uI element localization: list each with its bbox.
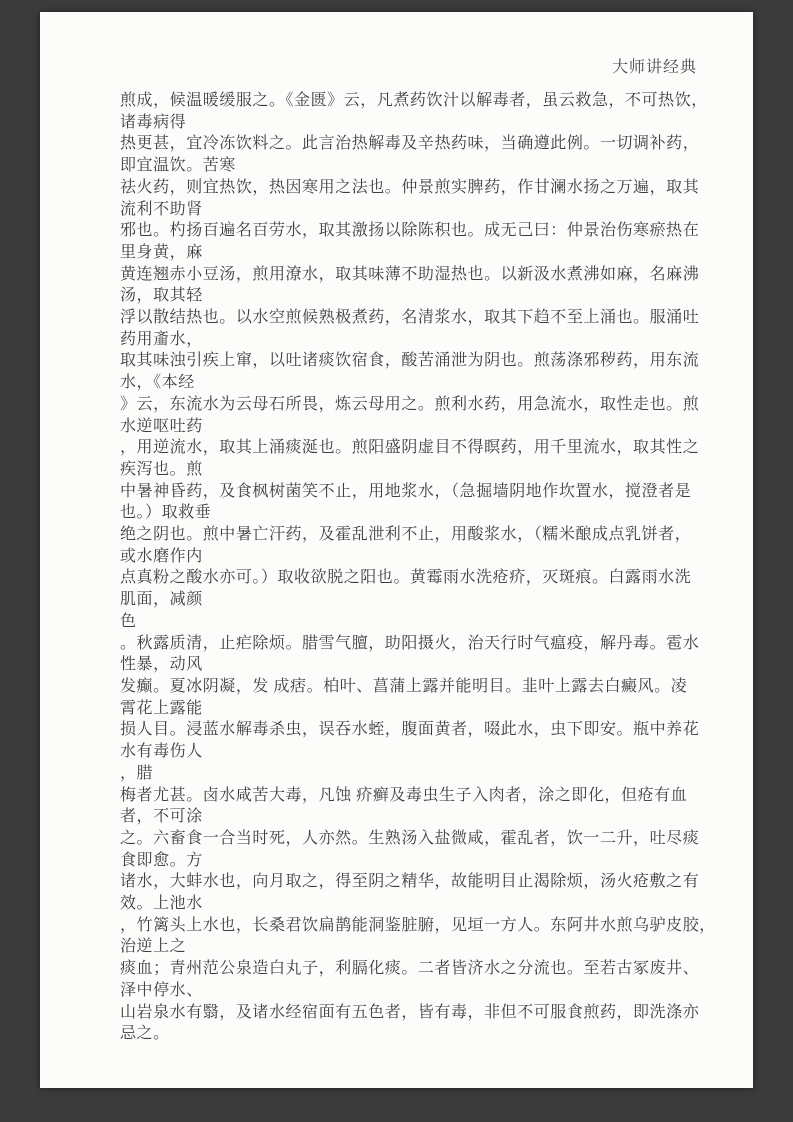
- text-line: 之。六畜食一合当时死，人亦然。生熟汤入盐微咸，霍乱者，饮一二升，吐尽痰: [120, 829, 700, 847]
- text-line: ，腊: [120, 764, 154, 782]
- text-line: 霄花上露能: [120, 699, 203, 717]
- text-line: 煎成，候温暖缓服之。《金匮》云，凡煮药饮汁以解毒者，虽云救急，不可热饮，: [120, 92, 708, 109]
- text-line: ，用逆流水，取其上涌痰涎也。煎阳盛阴虚目不得瞑药，用千里流水，取其性之: [120, 439, 700, 457]
- text-line: 或水磨作内: [120, 547, 203, 565]
- text-line: 。秋露质清，止疟除烦。腊雪气膻，助阳摄火，治天行时气瘟疫，解丹毒。雹水: [120, 634, 700, 652]
- text-line: 梅者尤甚。卤水咸苦大毒，凡蚀 疥癣及毒虫生子入肉者，涂之即化，但疮有血: [120, 786, 688, 804]
- page-header: 大师讲经典: [611, 59, 697, 76]
- document-text-block: [120, 90, 716, 1045]
- text-line: 》云，东流水为云母石所畏，炼云母用之。煎利水药，用急流水，取性走也。煎: [120, 395, 700, 413]
- text-line: 汤，取其轻: [120, 287, 203, 305]
- text-line: 流利不助肾: [120, 200, 203, 218]
- document-page: [40, 12, 753, 1088]
- text-line: 性暴，动风: [120, 656, 203, 674]
- text-line: ，竹篱头上水也，长桑君饮扁鹊能洞鉴脏腑，见垣一方人。东阿井水煎乌驴皮胶，: [120, 916, 716, 934]
- text-line: 绝之阴也。煎中暑亡汗药，及霍乱泄利不止，用酸浆水，（糯米酿成点乳饼者，: [120, 526, 692, 544]
- text-line: 损人目。浸蓝水解毒杀虫，误吞水蛭，腹面黄者，啜此水，虫下即安。瓶中养花: [120, 721, 700, 739]
- text-line: 山岩泉水有翳，及诸水经宿面有五色者，皆有毒，非但不可服食煎药，即洗涤亦: [120, 1003, 700, 1021]
- text-line: 忌之。: [120, 1025, 170, 1043]
- text-line: 痰血；青州范公泉造白丸子，利膈化痰。二者皆济水之分流也。至若古冢废井、: [120, 960, 700, 978]
- text-line: 效。上池水: [120, 895, 203, 913]
- text-line: 也。）取救垂: [120, 504, 212, 522]
- text-line: 食即愈。方: [120, 851, 203, 869]
- text-line: 里身黄，麻: [120, 243, 203, 261]
- text-line: 即宜温饮。苦寒: [120, 157, 236, 175]
- text-line: 发癫。夏冰阴凝，发 成痞。柏叶、菖蒲上露并能明目。韭叶上露去白癜风。凌: [120, 677, 688, 695]
- text-line: 水，《本经: [120, 374, 195, 392]
- text-line: 肌面，减颜: [120, 591, 203, 609]
- text-line: 诸水，大蚌水也，向月取之，得至阴之精华，故能明目止渴除烦，汤火疮敷之有: [120, 873, 700, 891]
- text-line: 邪也。杓扬百遍名百劳水，取其激扬以除陈积也。成无己曰：仲景治伤寒瘀热在: [120, 222, 700, 240]
- text-line: 热更甚，宜冷冻饮料之。此言治热解毒及辛热药味，当确遵此例。一切调补药，: [120, 135, 700, 153]
- text-line: 点真粉之酸水亦可。）取收欲脱之阳也。黄霉雨水洗疮疥，灭斑痕。白露雨水洗: [120, 569, 692, 587]
- text-line: 浮以散结热也。以水空煎候熟极煮药，名清浆水，取其下趋不至上涌也。服涌吐: [120, 309, 700, 327]
- text-line: 泽中停水、: [120, 981, 203, 999]
- text-line: 黄连翘赤小豆汤，煎用潦水，取其味薄不助湿热也。以新汲水煮沸如麻，名麻沸: [120, 265, 700, 283]
- text-line: 者，不可涂: [120, 808, 203, 826]
- text-line: 祛火药，则宜热饮，热因寒用之法也。仲景煎实脾药，作甘澜水扬之万遍，取其: [120, 178, 700, 196]
- text-line: 治逆上之: [120, 938, 187, 956]
- text-line: 取其味浊引疾上窜，以吐诸痰饮宿食，酸苦涌泄为阴也。煎荡涤邪秽药，用东流: [120, 352, 700, 370]
- text-line: 疾泻也。煎: [120, 460, 203, 478]
- text-line: 色: [120, 612, 137, 630]
- text-line: 药用齑水，: [120, 330, 203, 348]
- text-line: 诸毒病得: [120, 113, 187, 131]
- text-line: 中暑神昏药，及食枫树菌笑不止，用地浆水，（急掘墙阴地作坎置水，搅澄者是: [120, 482, 692, 500]
- text-line: 水有毒伤人: [120, 743, 203, 761]
- text-line: 水逆呕吐药: [120, 417, 203, 435]
